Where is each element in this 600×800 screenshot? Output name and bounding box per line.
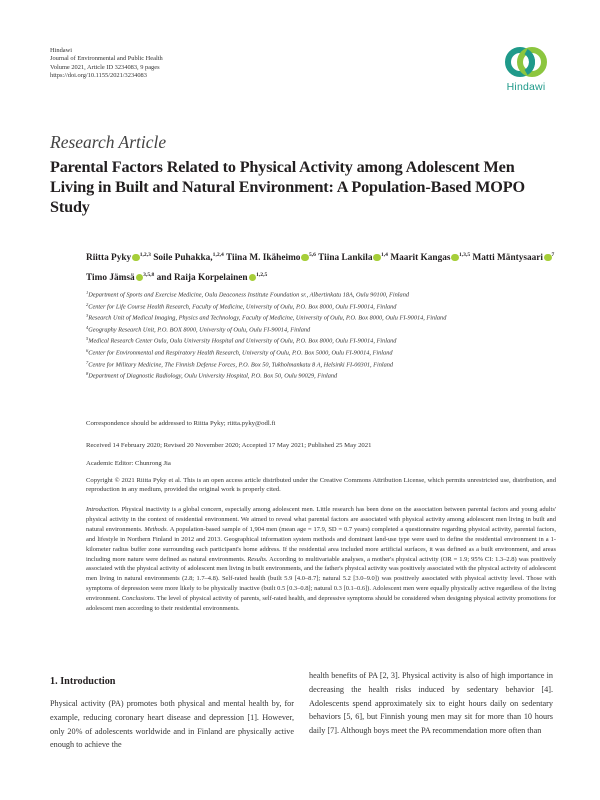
orcid-icon[interactable] xyxy=(301,254,309,262)
publisher-name: Hindawi xyxy=(50,47,73,54)
affiliation-marker: 1,2,3 xyxy=(139,252,151,258)
author-name xyxy=(473,253,555,263)
abstract xyxy=(86,505,556,614)
affiliation-text: Center for Environmental and Respiratory Health Research, University of Oulu, P.O. Box 5000, Oulu FI-90014, Finland xyxy=(88,349,393,357)
affiliation-number: 7 xyxy=(86,359,89,365)
author-name xyxy=(318,253,388,263)
affiliation-number: 6 xyxy=(86,347,89,353)
affiliation-text: Research Unit of Medical Imaging, Physics and Technology, Faculty of Medicine, University of Oulu, P.O. Box 8000, Oulu FI-90014, Finland xyxy=(88,314,447,322)
author-name xyxy=(226,253,316,263)
hindawi-logo xyxy=(497,44,555,104)
paper-title: Parental Factors Related to Physical Activity among Adolescent Men Living in Built and Natural Environment: A Population-Based MOPO Study xyxy=(50,158,525,216)
affiliation-number: 8 xyxy=(86,371,89,377)
author-name-text: Timo Jämsä xyxy=(86,273,135,283)
affiliation-item xyxy=(86,300,556,312)
article-type: Research Article xyxy=(50,132,167,152)
affiliation-item xyxy=(86,346,556,358)
orcid-icon[interactable] xyxy=(544,254,552,262)
academic-editor: Academic Editor: Chunrong Jia xyxy=(86,460,171,467)
abstract-intro-label: Introduction. xyxy=(86,506,120,513)
affiliation-marker: 3,5,8 xyxy=(143,272,155,278)
orcid-icon[interactable] xyxy=(249,274,257,282)
affiliation-number: 5 xyxy=(86,336,89,342)
publication-dates: Received 14 February 2020; Revised 20 November 2020; Accepted 17 May 2021; Published 25 May 2021 xyxy=(86,442,372,449)
author-name-text: Matti Mäntysaari xyxy=(472,253,543,263)
doi-link[interactable]: https://doi.org/10.1155/2021/3234083 xyxy=(50,71,147,79)
journal-info xyxy=(50,47,163,80)
author-name xyxy=(153,253,224,263)
affiliation-marker: 5,6 xyxy=(308,252,316,258)
affiliation-item xyxy=(86,323,556,335)
affiliation-marker: 1,3,5 xyxy=(458,252,471,258)
copyright-notice: Copyright © 2021 Riitta Pyky et al. This is an open access article distributed under the Creative Commons Attribution License, which permits unrestricted use, distribution, and reproduction in any medium, provided the original work is properly cited. xyxy=(86,477,556,494)
abstract-results: According to multivariable analyses, a mother's physical activity (OR = 1.9; 95% CI: 1.3–2.8) was positively associated with the physical activity of adolescent men living in built environments, and the father's physical activity was positively associated with the physical activity of adolescent men living in natural environments (2.8; 1.7–4.8). Self-rated health (built 5.9 [4.0–8.7]; natural 5.2 [3.0–9.0]) was positively associated with physical activity level. Those with symptoms of depression were more likely to be physically inactive (built 0.5 [0.3–0.8]; natural 0.3 [0.1–0.6]). Adolescent men were equally physically active regardless of the living environment. xyxy=(86,555,557,603)
body-text-left: Physical activity (PA) promotes both physical and mental health by, for example, reducing coronary heart disease and depression [1]. However, only 20% of adolescents worldwide and in Finland are physically active enough to achieve the xyxy=(50,699,294,750)
abstract-intro: Physical inactivity is a global concern, especially among adolescent men. Little research has been done on the association between parental factors and young adults' physical activity in the context of residential environment. We aimed to reveal what parental factors are associated with physical activity among adolescent men living in built and natural environments. xyxy=(86,506,556,533)
abstract-methods-label: Methods. xyxy=(144,525,169,533)
author-list xyxy=(86,247,566,287)
affiliation-text: Geography Research Unit, P.O. BOX 8000, University of Oulu, Oulu FI-90014, Finland xyxy=(88,326,311,334)
author-name-text: Maarit Kangas xyxy=(390,253,451,263)
affiliation-number: 1 xyxy=(86,290,89,295)
affiliation-number: 3 xyxy=(86,313,89,319)
affiliation-number: 2 xyxy=(86,301,89,307)
affiliation-text: Department of Sports and Exercise Medicine, Oulu Deaconess Institute Foundation sr., Albertinkatu 18A, Oulu 90100, Finland xyxy=(88,291,410,299)
body-text-right: health benefits of PA [2, 3]. Physical activity is also of high importance in decreasing the health risks induced by sedentary behavior [4]. Adolescents spend approximately six to eight hours daily on sedentary behaviors [5, 6], but Finnish young men may sit for more than 10 hours daily [7]. Although boys meet the PA recommendation more often than xyxy=(309,671,553,736)
affiliation-list xyxy=(86,288,556,381)
affiliation-item xyxy=(86,369,556,381)
affiliation-marker: 1,4 xyxy=(380,252,388,258)
affiliation-text: Department of Diagnostic Radiology, Oulu University Hospital, P.O. Box 50, Oulu 90029, Finland xyxy=(88,372,338,380)
author-name xyxy=(86,273,154,283)
hindawi-rings-icon xyxy=(504,44,548,80)
affiliation-text: Centre for Military Medicine, The Finnish Defense Forces, P.O. Box 50, Tukholmankatu 8 A, Helsinki FI-00301, Finland xyxy=(88,361,394,369)
author-name xyxy=(86,253,151,263)
author-name xyxy=(157,273,268,283)
orcid-icon[interactable] xyxy=(373,254,381,262)
author-name-text: Riitta Pyky xyxy=(86,253,132,263)
author-name-text: and Raija Korpelainen xyxy=(156,273,248,283)
affiliation-text: Medical Research Center Oulu, Oulu University Hospital and University of Oulu, P.O. Box 8000, Oulu FI-90014, Finland xyxy=(88,337,397,345)
abstract-conclusions-label: Conclusions. xyxy=(121,595,156,603)
section-heading: 1. Introduction xyxy=(50,676,116,687)
author-name-text: Soile Puhakka, xyxy=(153,253,213,263)
abstract-conclusions: The level of physical activity of parents, self-rated health, and depressive symptoms should be considered when designing physical activity promotions for adolescent men according to their residential environments. xyxy=(86,595,556,613)
abstract-methods: A population-based sample of 1,904 men (mean age = 17.9, SD = 0.7 years) completed a questionnaire regarding physical activity, parental factors, and lifestyle in Northern Finland in 2012 and 2013. Geographical information system methods and dominant land-use type were used to define the residential environment in a 1-kilometer radius buffer zone surrounding each participant's home address. If the residential area included more artificial surfaces, it was defined as a built environment, and areas including more nature were defined as natural environments. xyxy=(86,525,556,563)
author-name-text: Tiina Lankila xyxy=(318,253,373,263)
affiliation-number: 4 xyxy=(86,324,89,330)
correspondence: Correspondence should be addressed to Riitta Pyky; riitta.pyky@odl.fi xyxy=(86,420,276,427)
journal-name: Journal of Environmental and Public Health xyxy=(50,55,163,63)
affiliation-item xyxy=(86,288,556,300)
affiliation-marker: 1,2,4 xyxy=(212,252,224,258)
volume-info: Volume 2021, Article ID 3234083, 9 pages xyxy=(50,63,160,71)
orcid-icon[interactable] xyxy=(451,254,459,262)
author-name-text: Tiina M. Ikäheimo xyxy=(225,253,301,263)
affiliation-marker: 7 xyxy=(551,252,555,258)
affiliation-item xyxy=(86,311,556,323)
author-name xyxy=(390,253,470,263)
abstract-results-label: Results. xyxy=(247,555,268,563)
logo-wordmark: Hindawi xyxy=(506,81,546,93)
affiliation-text: Center for Life Course Health Research, Faculty of Medicine, University of Oulu, P.O. Box 8000, Oulu FI-90014, Finland xyxy=(88,303,397,311)
affiliation-item xyxy=(86,334,556,346)
orcid-icon[interactable] xyxy=(132,254,140,262)
affiliation-marker: 1,2,5 xyxy=(256,272,268,278)
affiliation-item xyxy=(86,358,556,370)
